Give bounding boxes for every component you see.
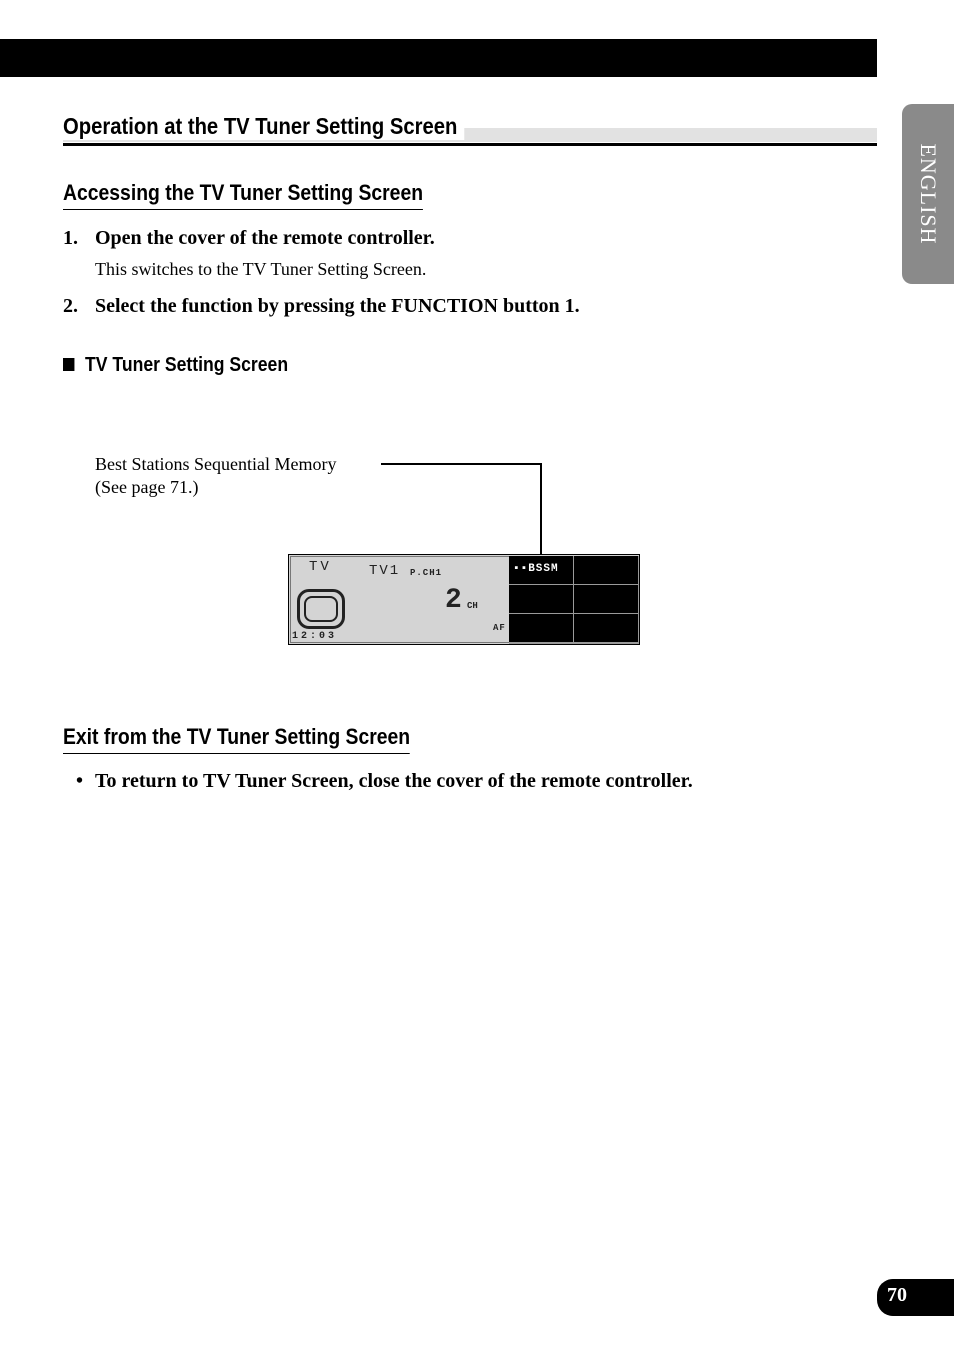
callout-line-2: (See page 71.) xyxy=(95,477,199,497)
exit-bullet-item xyxy=(76,769,693,793)
accessing-heading: Accessing the TV Tuner Setting Screen xyxy=(63,180,423,210)
callout-line-1: Best Stations Sequential Memory xyxy=(95,454,337,474)
screen-section-heading-text: TV Tuner Setting Screen xyxy=(85,354,289,376)
page-number-badge xyxy=(877,1279,954,1316)
lcd-channel-number: 2 xyxy=(445,585,462,616)
function-key-6[interactable] xyxy=(574,614,638,642)
step-2-number: 2. xyxy=(63,295,78,317)
tv-icon xyxy=(297,589,345,629)
lcd-af-label: AF xyxy=(493,623,506,633)
lcd-band-label: TV1 xyxy=(369,563,401,579)
exit-heading: Exit from the TV Tuner Setting Screen xyxy=(63,724,410,754)
page-number: 70 xyxy=(887,1284,907,1306)
function-key-3[interactable] xyxy=(509,585,573,613)
lcd-clock: 12:03 xyxy=(292,631,338,642)
step-1-number: 1. xyxy=(63,227,78,249)
function-key-grid xyxy=(509,556,639,644)
step-2-text: Select the function by pressing the FUNCTION button 1. xyxy=(95,295,580,317)
bssm-key[interactable] xyxy=(509,556,573,584)
function-key-2[interactable] xyxy=(574,556,638,584)
function-key-5[interactable] xyxy=(509,614,573,642)
step-1-note: This switches to the TV Tuner Setting Screen. xyxy=(95,259,427,279)
section-title-text: Operation at the TV Tuner Setting Screen xyxy=(63,112,464,140)
step-1-text: Open the cover of the remote controller. xyxy=(95,227,435,249)
lcd-preset-label: P.CH1 xyxy=(410,568,443,578)
bullet-dot: • xyxy=(76,770,84,792)
lcd-channel-unit: CH xyxy=(467,601,478,611)
tv-tuner-lcd-screen xyxy=(288,554,640,645)
lcd-source-label: TV xyxy=(309,559,332,575)
bssm-key-label: ▪▪BSSM xyxy=(513,563,559,575)
language-tab-label: ENGLISH xyxy=(916,143,941,245)
exit-bullet-text: To return to TV Tuner Screen, close the cover of the remote controller. xyxy=(95,770,693,792)
function-key-4[interactable] xyxy=(574,585,638,613)
